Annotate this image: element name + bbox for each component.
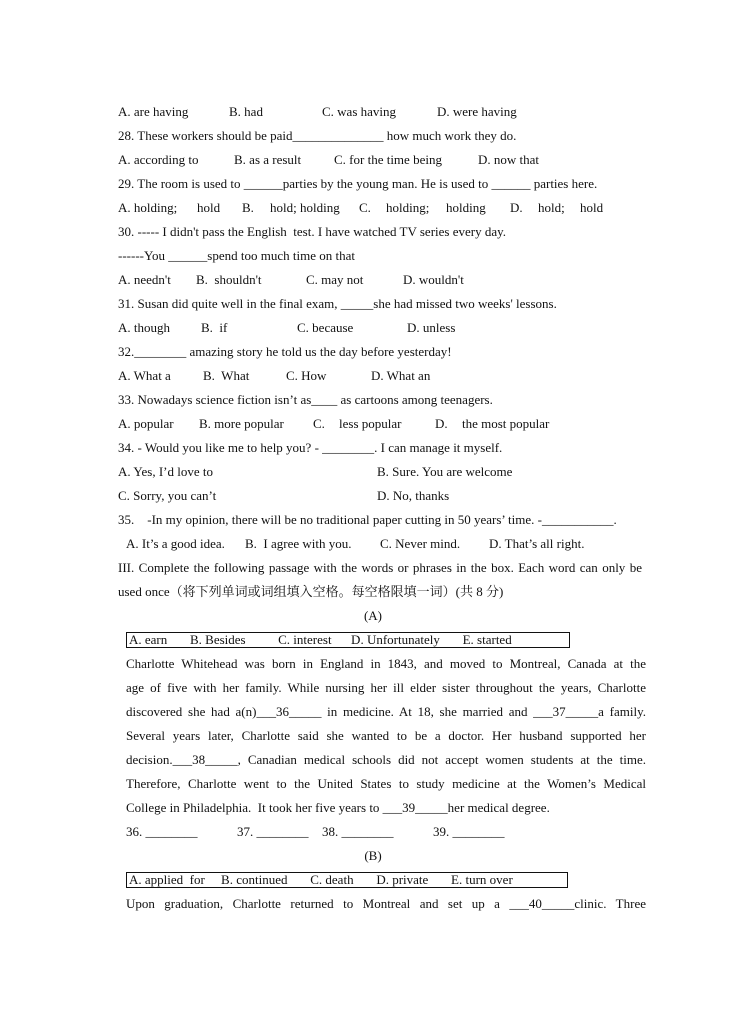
q28-stem: 28. These workers should be paid______________ how much work they do. — [118, 128, 517, 143]
part-a-passage-line: discovered she had a(n)___36_____ in medicine. At 18, she married and ___37_____a family. — [126, 704, 646, 719]
q30-option-b: B. shouldn't — [196, 272, 262, 287]
part-a-passage-line: Therefore, Charlotte went to the United States to study medicine at the Women’s Medical — [126, 776, 646, 791]
q35-option-d: D. That’s all right. — [489, 536, 585, 551]
part-a-passage-line: Several years later, Charlotte said she wanted to be a doctor. Her husband supported her — [126, 728, 646, 743]
part-a-label: (A) — [363, 608, 383, 623]
part-a-passage-line: age of five with her family. While nursing her ill elder sister throughout the years, Charlotte — [126, 680, 646, 695]
q27-option-d: D. were having — [437, 104, 517, 119]
q32-option-d: D. What an — [371, 368, 431, 383]
q28-option-a: A. according to — [118, 152, 199, 167]
q29-option-a: A. holding; — [118, 200, 178, 215]
part-a-passage-line: College in Philadelphia. It took her five years to ___39_____her medical degree. — [126, 800, 550, 815]
q34-option-b: B. Sure. You are welcome — [377, 464, 513, 479]
part-a-word-box: A. earn B. Besides C. interest D. Unfortunately E. started — [126, 632, 570, 648]
q28-option-b: B. as a result — [234, 152, 302, 167]
q35-option-b: B. I agree with you. — [245, 536, 352, 551]
part-b-label: (B) — [364, 848, 382, 863]
q29-option-a-part: hold — [197, 200, 221, 215]
q30-stem-reply: ------You ______spend too much time on that — [118, 248, 355, 263]
part-a-passage-line: decision.___38_____, Canadian medical schools did not accept women students at the time. — [126, 752, 646, 767]
q28-option-c: C. for the time being — [334, 152, 442, 167]
section-3-instructions-cont: used once（将下列单词或词组填入空格。每空格限填一词）(共 8 分) — [118, 584, 504, 599]
q30-option-a: A. needn't — [118, 272, 171, 287]
q27-option-b: B. had — [229, 104, 263, 119]
part-a-passage-line: Charlotte Whitehead was born in England in 1843, and moved to Montreal, Canada at the — [126, 656, 646, 671]
q29-stem: 29. The room is used to ______parties by the young man. He is used to ______ parties here. — [118, 176, 598, 191]
q29-option-c-part: holding — [446, 200, 486, 215]
answer-blank-37[interactable]: 37. ________ — [237, 824, 309, 839]
q34-option-d: D. No, thanks — [377, 488, 450, 503]
q34-stem: 34. - Would you like me to help you? - ________. I can manage it myself. — [118, 440, 503, 455]
q31-option-b: B. if — [201, 320, 228, 335]
q29-option-c: holding; — [386, 200, 430, 215]
part-b-passage-line: Upon graduation, Charlotte returned to Montreal and set up a ___40_____clinic. Three — [126, 896, 646, 911]
q33-stem: 33. Nowadays science fiction isn’t as____ as cartoons among teenagers. — [118, 392, 493, 407]
q34-option-a: A. Yes, I’d love to — [118, 464, 213, 479]
section-3-instructions: III. Complete the following passage with the words or phrases in the box. Each word can only be — [118, 560, 642, 575]
q27-option-a: A. are having — [118, 104, 189, 119]
q33-option-d-letter: D. — [435, 416, 448, 431]
q32-option-b: B. What — [203, 368, 250, 383]
q30-option-c: C. may not — [306, 272, 364, 287]
q28-option-d: D. now that — [478, 152, 540, 167]
q31-option-d: D. unless — [407, 320, 456, 335]
q33-option-b: B. more popular — [199, 416, 284, 431]
q33-option-a: A. popular — [118, 416, 174, 431]
q30-stem: 30. ----- I didn't pass the English test. I have watched TV series every day. — [118, 224, 507, 239]
q33-option-c: less popular — [339, 416, 402, 431]
q30-option-d: D. wouldn't — [403, 272, 464, 287]
q35-stem: 35. -In my opinion, there will be no traditional paper cutting in 50 years’ time. -___________. — [118, 512, 617, 527]
q33-option-d: the most popular — [462, 416, 550, 431]
q33-option-c-letter: C. — [313, 416, 325, 431]
q29-option-b-letter: B. — [242, 200, 254, 215]
q35-option-a: A. It’s a good idea. — [126, 536, 225, 551]
part-b-word-box: A. applied for B. continued C. death D. private E. turn over — [126, 872, 568, 888]
q35-option-c: C. Never mind. — [380, 536, 461, 551]
q31-option-c: C. because — [297, 320, 354, 335]
q32-option-c: C. How — [286, 368, 327, 383]
q29-option-d-letter: D. — [510, 200, 523, 215]
q29-option-d-part: hold — [580, 200, 604, 215]
answer-blank-38[interactable]: 38. ________ — [322, 824, 394, 839]
q32-stem: 32.________ amazing story he told us the day before yesterday! — [118, 344, 452, 359]
answer-blank-36[interactable]: 36. ________ — [126, 824, 198, 839]
q29-option-b: hold; holding — [270, 200, 340, 215]
q27-option-c: C. was having — [322, 104, 397, 119]
q29-option-c-letter: C. — [359, 200, 371, 215]
q32-option-a: A. What a — [118, 368, 171, 383]
answer-blank-39[interactable]: 39. ________ — [433, 824, 505, 839]
q34-option-c: C. Sorry, you can’t — [118, 488, 217, 503]
q31-stem: 31. Susan did quite well in the final exam, _____she had missed two weeks' lessons. — [118, 296, 557, 311]
q31-option-a: A. though — [118, 320, 170, 335]
q29-option-d: hold; — [538, 200, 565, 215]
